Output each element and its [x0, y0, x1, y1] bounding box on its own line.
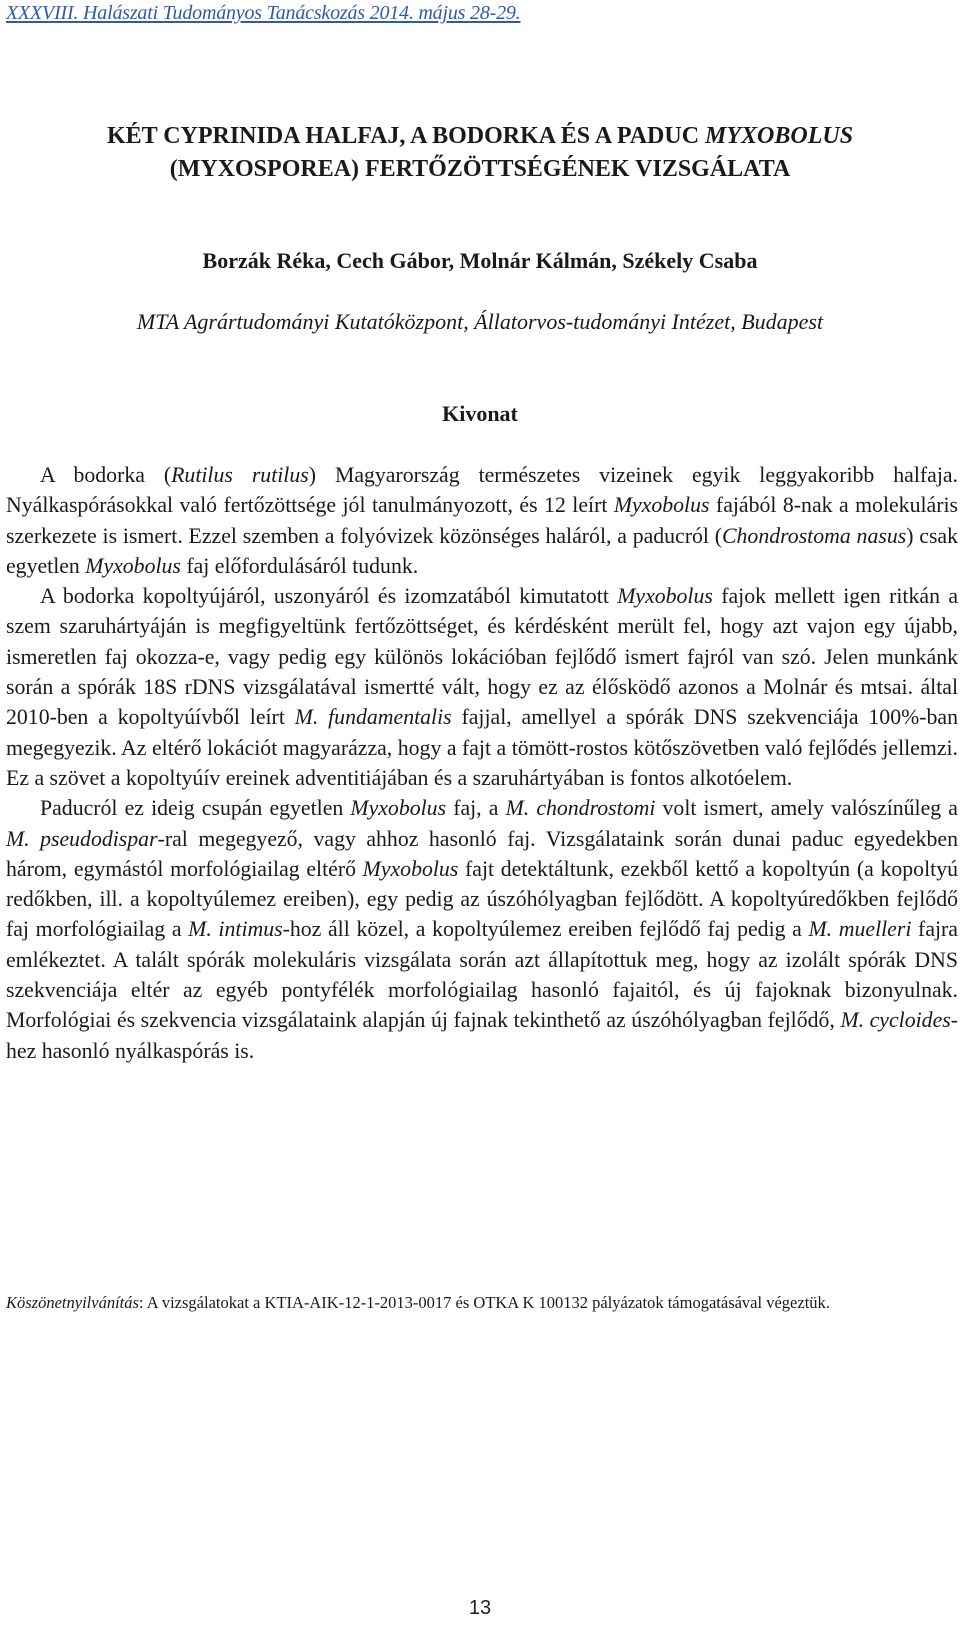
abstract-heading: Kivonat [442, 401, 518, 426]
acknowledgement-text: : A vizsgálatokat a KTIA-AIK-12-1-2013-0017 és OTKA K 100132 pályázatok támogatásával végeztük. [138, 1293, 830, 1312]
acknowledgement [6, 1290, 958, 1315]
acknowledgement-label: Köszönetnyilvánítás [6, 1293, 139, 1312]
page-number: 13 [468, 1597, 492, 1619]
paragraph-3: Paducról ez ideig csupán egyetlen Myxobolus faj, a M. chondrostomi volt ismert, amely valószínűleg a M. pseudodispar-ral megegyező, vagy ahhoz hasonló faj. Vizsgálataink során dunai paduc egyedekben három, egymástól morfológiailag eltérő Myxobolus fajt detektáltunk, ezekből kettő a kopoltyún (a kopoltyú redőkben, ill. a kopoltyúlemez ereiben), egy pedig az úszóhólyagban fejlődött. A kopoltyúredőkben fejlődő faj morfológiailag a M. intimus-hoz áll közel, a kopoltyúlemez ereiben fejlődő faj pedig a M. muelleri fajra emlékeztet. A talált spórák molekuláris vizsgálata során azt állapítottuk meg, hogy az izolált spórák DNS szekvenciája eltér az egyéb pontyfélék morfológiailag hasonló fajaitól, és új fajoknak bizonyulnak. Morfológiai és szekvencia vizsgálataink alapján új fajnak tekinthető az úszóhólyagban fejlődő, M. cycloides-hez hasonló nyálkaspórás is. [6, 796, 958, 1063]
authors: Borzák Réka, Cech Gábor, Molnár Kálmán, Székely Csaba [202, 248, 758, 273]
title-line1: KÉT CYPRINIDA HALFAJ, A BODORKA ÉS A PADUC MYXOBOLUS [106, 123, 854, 149]
paragraph-2: A bodorka kopoltyújáról, uszonyáról és izomzatából kimutatott Myxobolus fajok mellett igen ritkán a szem szaruhártyáján is megfigyeltünk fertőzöttséget, és kérdésként merült fel, hogy azt vajon egy újabb, ismeretlen faj okozza-e, vagy pedig egy különös lokációban fejlődő ismert fajról van szó. Jelen munkánk során a spórák 18S rDNS vizsgálatával ismertté vált, hogy ez az élősködő azonos a Molnár és mtsai. által 2010-ben a kopoltyúívből leírt M. fundamentalis fajjal, amellyel a spórák DNS szekvenciája 100%-ban megegyezik. Az eltérő lokációt magyarázza, hogy a fajt a tömött-rostos kötőszövetben való fejlődés jellemzi. Ez a szövet a kopoltyúív ereinek adventitiájában és a szaruhártyában is fontos alkotóelem. [6, 584, 958, 790]
title-line2: (MYXOSPOREA) FERTŐZÖTTSÉGÉNEK VIZSGÁLATA [169, 156, 791, 182]
journal-header: XXXVIII. Halászati Tudományos Tanácskozás 2014. május 28-29. [6, 2, 521, 24]
affiliation: MTA Agrártudományi Kutatóközpont, Állatorvos-tudományi Intézet, Budapest [136, 309, 824, 334]
paper-title [0, 120, 960, 186]
paragraph-1: A bodorka (Rutilus rutilus) Magyarország természetes vizeinek egyik leggyakoribb halfaja. Nyálkaspórásokkal való fertőzöttsége jól tanulmányozott, és 12 leírt Myxobolus fajából 8-nak a molekuláris szerkezete is ismert. Ezzel szemben a folyóvizek közönséges haláról, a paducról (Chondrostoma nasus) csak egyetlen Myxobolus faj előfordulásáról tudunk. [6, 463, 959, 578]
abstract-body [6, 460, 958, 1066]
